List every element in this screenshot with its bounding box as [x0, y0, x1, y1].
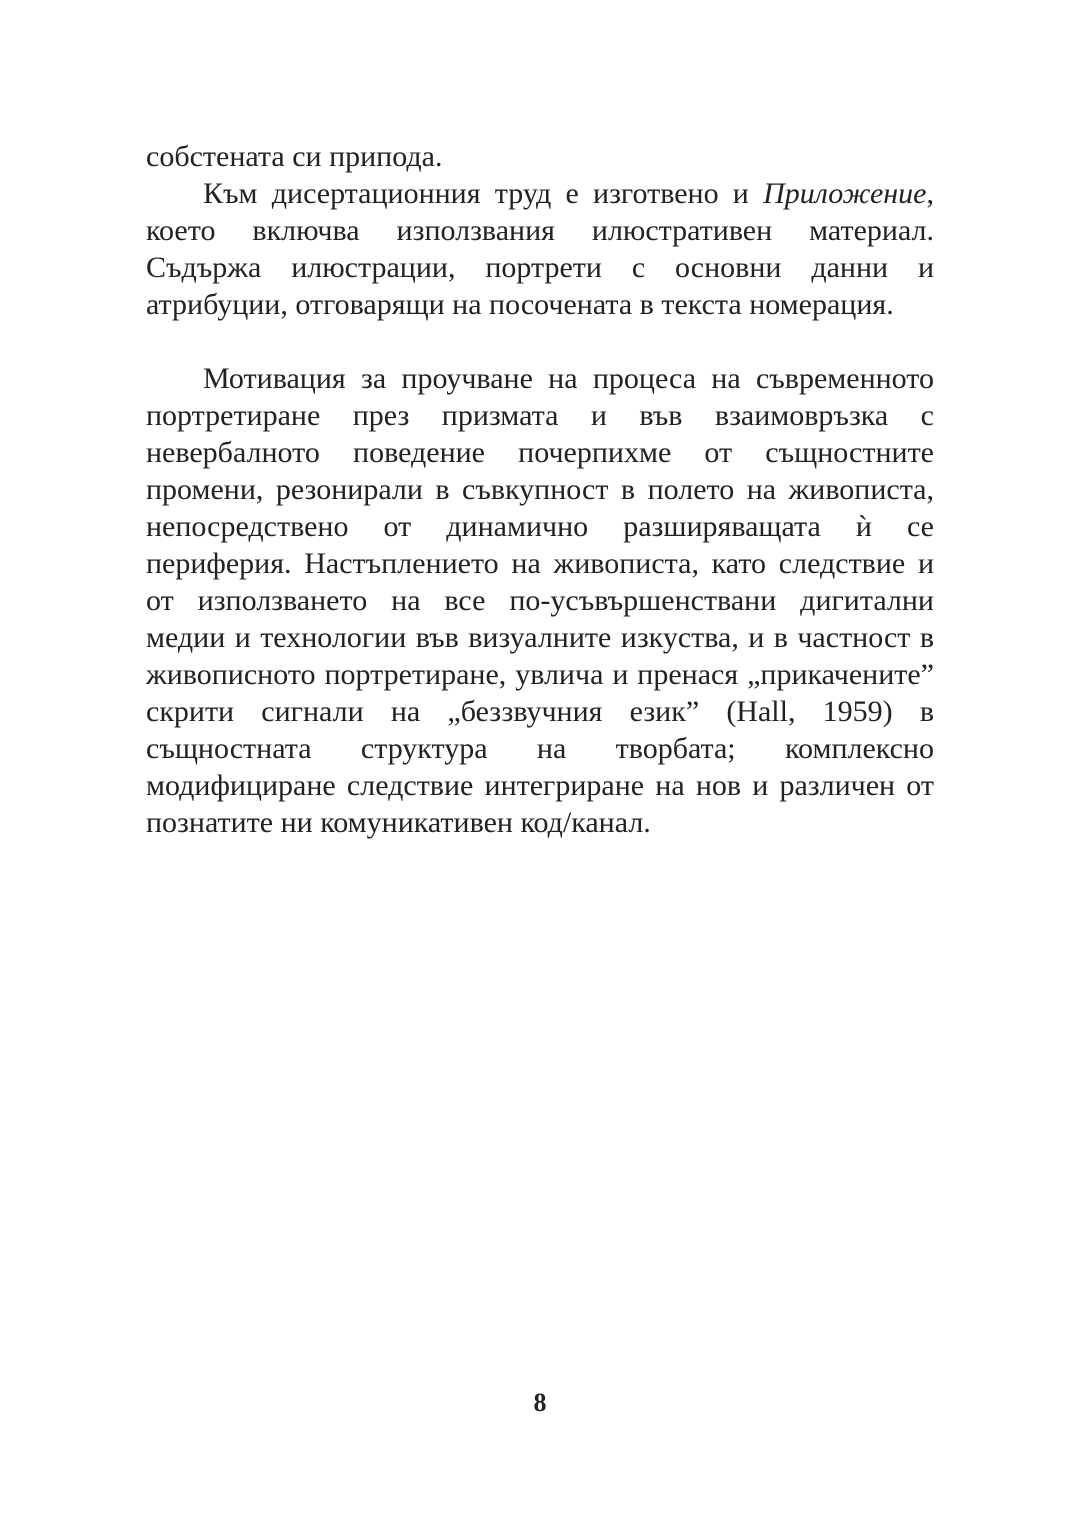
appendix-text-start: Към дисертационния труд е изготвено и	[203, 177, 764, 210]
appendix-paragraph	[146, 175, 934, 323]
page-number: 8	[533, 1388, 547, 1417]
motivation-paragraph: Мотивация за проучване на процеса на съвременното портретиране през призмата и във взаимовръзка с невербалното поведение почерпихме от същностните промени, резонирали в съвкупност в полето на живописта, непосредствено от динамично разширяващата ѝ се периферия. Настъплението на живописта, като следствие и от използването на все по-усъвършенствани дигитални медии и технологии във визуалните изкуства, и в частност в живописното портретиране, увлича и пренася „прикачените” скрити сигнали на „беззвучния език” (Hall, 1959) в същностната структура на творбата; комплексно модифициране следствие интегриране на нов и различен от познатите ни комуникативен код/канал.	[146, 362, 934, 839]
body-text	[146, 138, 934, 841]
continuation-paragraph: собстената си припода.	[146, 140, 443, 173]
appendix-text-end: , което включва използвания илюстративен материал. Съдържа илюстрации, портрети с основни данни и атрибуции, отговарящи на посочената в текста номерация.	[146, 177, 934, 321]
appendix-italic-term: Приложение	[763, 177, 927, 210]
